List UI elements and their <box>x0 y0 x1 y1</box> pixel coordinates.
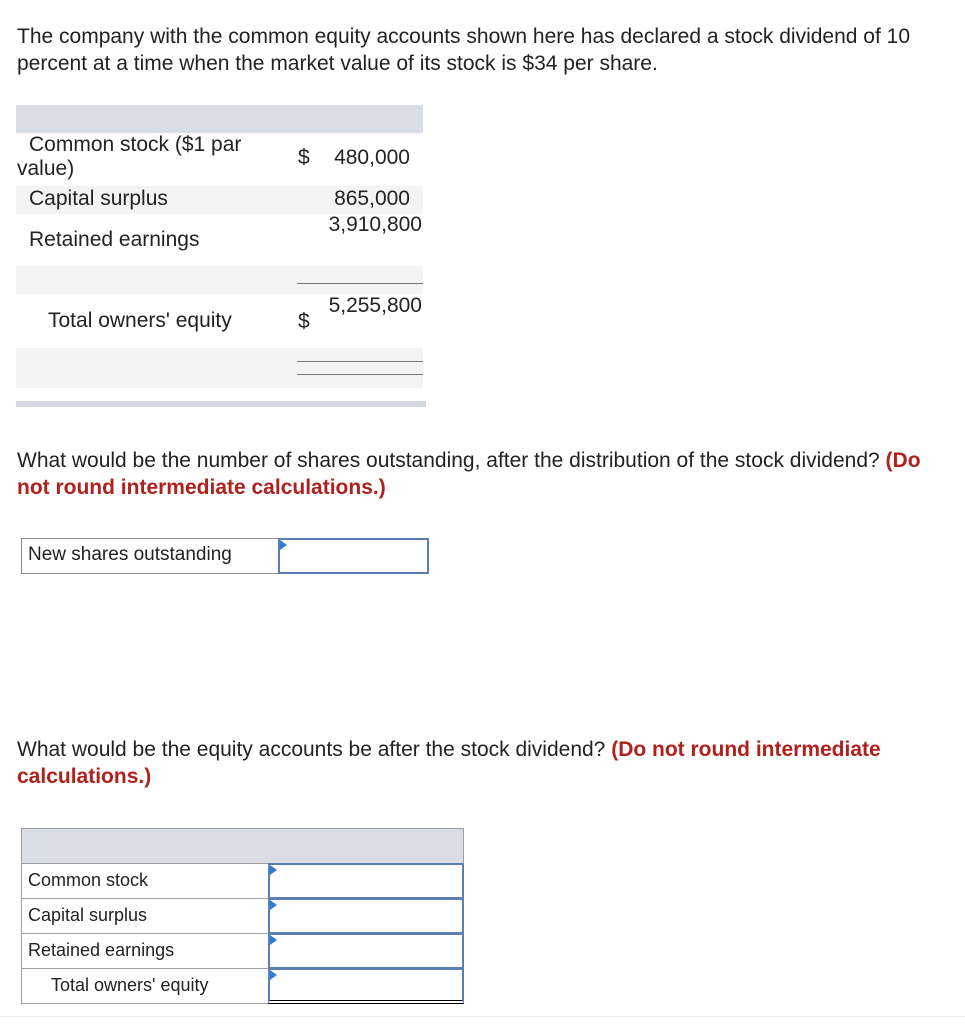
answer-cell-common-stock <box>268 863 464 899</box>
answer-cell-total <box>268 968 464 1004</box>
question-part2-text: What would be the equity accounts be after the stock dividend? <box>17 738 606 761</box>
question-part1-text: What would be the number of shares outstanding, after the distribution of the stock dividend? <box>17 449 880 472</box>
answer-cell-retained-earnings <box>268 933 464 969</box>
new-shares-input-cell <box>278 538 429 574</box>
row-label-retained-earnings: Retained earnings <box>29 228 200 251</box>
total-value: 5,255,800 <box>328 294 422 317</box>
question-part1-note: (Do not round intermediate calculations.) <box>17 449 921 499</box>
total-double-rule-bottom <box>297 374 423 375</box>
row-stripe <box>16 266 423 294</box>
answer-label-common-stock: Common stock <box>21 863 269 899</box>
question-part2-note: (Do not round intermediate calculations.) <box>17 738 881 788</box>
table-bottom-band <box>16 401 426 407</box>
question-intro: The company with the common equity accounts shown here has declared a stock dividend of 10 percent at a time when the market value of its stock is $34 per share. <box>17 25 911 75</box>
answer-label-retained-earnings: Retained earnings <box>21 933 269 969</box>
row-label-capital-surplus: Capital surplus <box>29 187 168 210</box>
answer-cell-capital-surplus <box>268 898 464 934</box>
answer-label-capital-surplus: Capital surplus <box>21 898 269 934</box>
total-double-rule-top <box>297 361 423 362</box>
capital-surplus-input[interactable] <box>270 900 462 932</box>
currency-symbol: $ <box>298 146 310 169</box>
question-part2 <box>17 736 917 790</box>
question-part1 <box>17 447 937 501</box>
table-header-band <box>16 105 423 133</box>
new-shares-label: New shares outstanding <box>21 538 279 574</box>
row-value-retained-earnings: 3,910,800 <box>328 213 422 236</box>
row-value-capital-surplus: 865,000 <box>334 187 410 210</box>
common-stock-input[interactable] <box>270 865 462 897</box>
row-stripe <box>16 348 423 388</box>
row-label-common-stock: Common stock ($1 par value) <box>17 133 242 180</box>
subtotal-rule <box>297 283 423 284</box>
answer-table-header <box>21 828 464 864</box>
currency-symbol: $ <box>298 310 310 333</box>
answer-label-total: Total owners' equity <box>21 968 269 1004</box>
total-label: Total owners' equity <box>48 309 232 332</box>
retained-earnings-input[interactable] <box>270 935 462 967</box>
row-value-common-stock: 480,000 <box>334 146 410 169</box>
total-equity-input[interactable] <box>270 970 462 1000</box>
bottom-divider <box>0 1016 965 1017</box>
new-shares-input[interactable] <box>280 540 427 572</box>
